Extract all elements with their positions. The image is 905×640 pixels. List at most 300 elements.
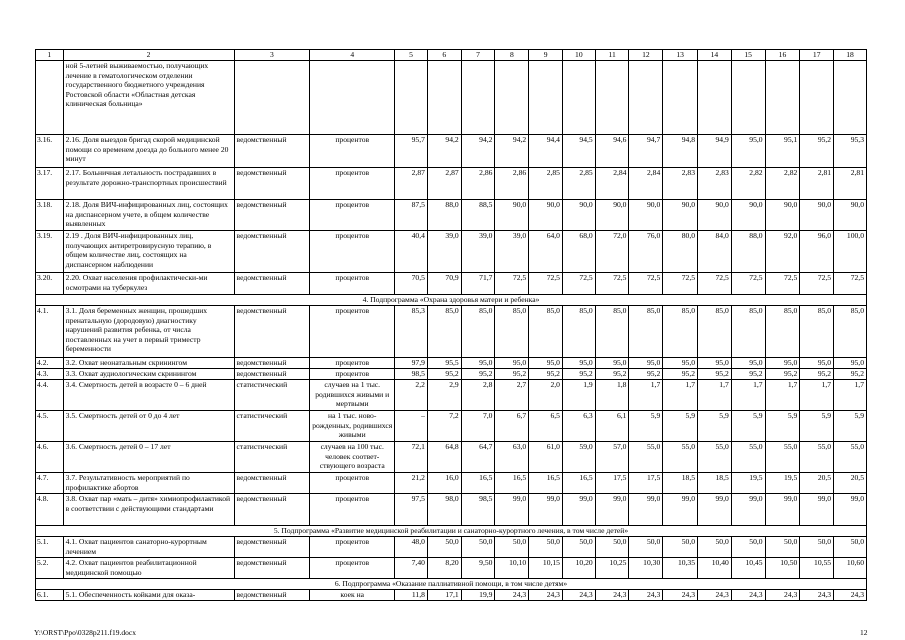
- value-cell: 85,0: [495, 306, 529, 358]
- column-number: 3: [234, 50, 310, 61]
- value-cell: 95,0: [731, 135, 765, 168]
- indicator-type: статистический: [234, 380, 310, 411]
- column-number: 17: [800, 50, 834, 61]
- indicator-name: 3.6. Смертность детей 0 – 17 лет: [63, 442, 234, 473]
- value-cell: 85,0: [461, 306, 495, 358]
- value-cell: 85,0: [427, 306, 461, 358]
- unit: случаев на 1 тыс. родившихся живыми и мертвыми: [310, 380, 395, 411]
- indicator-type: [234, 61, 310, 135]
- value-cell: 16,5: [495, 473, 529, 494]
- value-cell: 2,83: [663, 168, 698, 200]
- value-cell: 95,0: [495, 358, 529, 369]
- indicator-name: 3.1. Доля беременных женщин, прошедших пренатальную (дородовую) диагностику нарушений развития ребенка, от числа поставленных на учет в первый триместр беременности: [63, 306, 234, 358]
- value-cell: 10,55: [800, 558, 834, 579]
- column-number: 14: [698, 50, 732, 61]
- column-number: 4: [310, 50, 395, 61]
- row-number: 3.19.: [36, 231, 64, 273]
- unit: процентов: [310, 200, 395, 231]
- value-cell: 59,0: [562, 442, 595, 473]
- value-cell: 94,9: [698, 135, 732, 168]
- row-number: 4.7.: [36, 473, 64, 494]
- indicator-name: 2.20. Охват населения профилактически-ми осмотрами на туберкулез: [63, 273, 234, 295]
- value-cell: 85,3: [395, 306, 428, 358]
- value-cell: 55,0: [834, 442, 867, 473]
- row-number: [36, 61, 64, 135]
- value-cell: 95,0: [834, 358, 867, 369]
- column-number: 1: [36, 50, 64, 61]
- value-cell: 2,87: [427, 168, 461, 200]
- value-cell: 10,25: [595, 558, 629, 579]
- value-cell: 2,82: [765, 168, 800, 200]
- unit: [310, 61, 395, 135]
- value-cell: [698, 61, 732, 135]
- indicator-type: ведомственный: [234, 369, 310, 380]
- value-cell: 19,9: [461, 590, 495, 601]
- value-cell: 90,0: [562, 200, 595, 231]
- indicator-name: 3.5. Смертность детей от 0 до 4 лет: [63, 411, 234, 442]
- row-number: 4.6.: [36, 442, 64, 473]
- value-cell: 6,7: [495, 411, 529, 442]
- indicator-row: [36, 369, 867, 380]
- row-number: 3.17.: [36, 168, 64, 200]
- value-cell: 95,2: [834, 369, 867, 380]
- value-cell: 17,5: [595, 473, 629, 494]
- indicator-row: [36, 537, 867, 558]
- indicator-row: [36, 473, 867, 494]
- value-cell: 24,3: [731, 590, 765, 601]
- value-cell: 97,9: [395, 358, 428, 369]
- value-cell: 40,4: [395, 231, 428, 273]
- column-number: 8: [495, 50, 529, 61]
- value-cell: [765, 61, 800, 135]
- value-cell: 90,0: [495, 200, 529, 231]
- value-cell: 2,7: [495, 380, 529, 411]
- value-cell: 63,0: [495, 442, 529, 473]
- value-cell: 95,7: [395, 135, 428, 168]
- value-cell: 99,0: [529, 494, 563, 526]
- value-cell: 39,0: [495, 231, 529, 273]
- value-cell: 72,5: [800, 273, 834, 295]
- value-cell: 72,5: [595, 273, 629, 295]
- value-cell: 2,81: [834, 168, 867, 200]
- indicator-row: [36, 590, 867, 601]
- column-number: 13: [663, 50, 698, 61]
- value-cell: [800, 61, 834, 135]
- value-cell: 16,5: [529, 473, 563, 494]
- value-cell: 50,0: [427, 537, 461, 558]
- value-cell: 72,1: [395, 442, 428, 473]
- indicator-name: 2.18. Доля ВИЧ-инфицированных лиц, состоящих на диспансерном учете, в общем количестве выявленных: [63, 200, 234, 231]
- value-cell: 85,0: [834, 306, 867, 358]
- value-cell: 61,0: [529, 442, 563, 473]
- value-cell: 96,0: [800, 231, 834, 273]
- value-cell: 95,0: [765, 358, 800, 369]
- indicator-type: ведомственный: [234, 358, 310, 369]
- value-cell: 6,5: [529, 411, 563, 442]
- value-cell: 55,0: [731, 442, 765, 473]
- value-cell: 18,5: [698, 473, 732, 494]
- value-cell: 5,9: [629, 411, 663, 442]
- value-cell: 10,40: [698, 558, 732, 579]
- value-cell: 100,0: [834, 231, 867, 273]
- value-cell: 1,9: [562, 380, 595, 411]
- row-number: 3.16.: [36, 135, 64, 168]
- value-cell: 50,0: [529, 537, 563, 558]
- unit: процентов: [310, 168, 395, 200]
- indicator-row: [36, 358, 867, 369]
- unit: процентов: [310, 494, 395, 526]
- indicator-name: 4.2. Охват пациентов реабилитационной медицинской помощью: [63, 558, 234, 579]
- value-cell: 85,0: [562, 306, 595, 358]
- row-number: 5.1.: [36, 537, 64, 558]
- column-number: 12: [629, 50, 663, 61]
- indicator-row: [36, 61, 867, 135]
- value-cell: 64,0: [529, 231, 563, 273]
- value-cell: 71,7: [461, 273, 495, 295]
- value-cell: 95,2: [461, 369, 495, 380]
- value-cell: 5,9: [765, 411, 800, 442]
- value-cell: 95,2: [595, 369, 629, 380]
- value-cell: 24,3: [765, 590, 800, 601]
- value-cell: 50,0: [800, 537, 834, 558]
- unit: процентов: [310, 473, 395, 494]
- value-cell: 10,60: [834, 558, 867, 579]
- value-cell: 18,5: [663, 473, 698, 494]
- column-number-row: [36, 50, 867, 61]
- value-cell: 24,3: [663, 590, 698, 601]
- unit: процентов: [310, 231, 395, 273]
- value-cell: 99,0: [595, 494, 629, 526]
- value-cell: 85,0: [529, 306, 563, 358]
- value-cell: 95,2: [495, 369, 529, 380]
- subprogram-row: [36, 295, 867, 306]
- value-cell: [629, 61, 663, 135]
- value-cell: 72,5: [562, 273, 595, 295]
- value-cell: 55,0: [765, 442, 800, 473]
- value-cell: 99,0: [731, 494, 765, 526]
- value-cell: 2,84: [629, 168, 663, 200]
- value-cell: 95,2: [800, 135, 834, 168]
- value-cell: 95,3: [834, 135, 867, 168]
- value-cell: 19,5: [765, 473, 800, 494]
- value-cell: 98,5: [461, 494, 495, 526]
- value-cell: 94,2: [495, 135, 529, 168]
- value-cell: 84,0: [698, 231, 732, 273]
- value-cell: 48,0: [395, 537, 428, 558]
- value-cell: 2,9: [427, 380, 461, 411]
- value-cell: 50,0: [834, 537, 867, 558]
- value-cell: 7,2: [427, 411, 461, 442]
- value-cell: 2,82: [731, 168, 765, 200]
- value-cell: 2,8: [461, 380, 495, 411]
- row-number: 4.2.: [36, 358, 64, 369]
- value-cell: 50,0: [663, 537, 698, 558]
- value-cell: 90,0: [663, 200, 698, 231]
- value-cell: 10,10: [495, 558, 529, 579]
- value-cell: 24,3: [629, 590, 663, 601]
- value-cell: 20,5: [800, 473, 834, 494]
- value-cell: 99,0: [765, 494, 800, 526]
- value-cell: 99,0: [834, 494, 867, 526]
- indicator-name: 2.17. Больничная летальность пострадавших в результате дорожно-транспортных происшествий: [63, 168, 234, 200]
- value-cell: 10,30: [629, 558, 663, 579]
- value-cell: 1,7: [731, 380, 765, 411]
- row-number: 3.20.: [36, 273, 64, 295]
- value-cell: [731, 61, 765, 135]
- value-cell: 50,0: [698, 537, 732, 558]
- value-cell: 50,0: [495, 537, 529, 558]
- value-cell: 24,3: [834, 590, 867, 601]
- row-number: 4.4.: [36, 380, 64, 411]
- indicator-name: 3.4. Смертность детей в возрасте 0 – 6 дней: [63, 380, 234, 411]
- indicator-name: 3.3. Охват аудиологическим скринингом: [63, 369, 234, 380]
- value-cell: –: [395, 411, 428, 442]
- column-number: 15: [731, 50, 765, 61]
- value-cell: 39,0: [461, 231, 495, 273]
- value-cell: 50,0: [765, 537, 800, 558]
- column-number: 6: [427, 50, 461, 61]
- indicator-row: [36, 411, 867, 442]
- value-cell: 90,0: [800, 200, 834, 231]
- value-cell: 99,0: [663, 494, 698, 526]
- value-cell: 2,83: [698, 168, 732, 200]
- value-cell: 72,5: [495, 273, 529, 295]
- value-cell: 90,0: [731, 200, 765, 231]
- value-cell: 19,5: [731, 473, 765, 494]
- value-cell: 95,2: [698, 369, 732, 380]
- indicator-row: [36, 200, 867, 231]
- value-cell: 2,85: [529, 168, 563, 200]
- value-cell: [395, 61, 428, 135]
- value-cell: 6,1: [595, 411, 629, 442]
- value-cell: 72,5: [629, 273, 663, 295]
- column-number: 18: [834, 50, 867, 61]
- value-cell: 17,5: [629, 473, 663, 494]
- column-number: 2: [63, 50, 234, 61]
- value-cell: 5,9: [834, 411, 867, 442]
- indicator-name: 3.2. Охват неонатальным скринингом: [63, 358, 234, 369]
- value-cell: 2,86: [461, 168, 495, 200]
- value-cell: 90,0: [629, 200, 663, 231]
- unit: процентов: [310, 369, 395, 380]
- unit: процентов: [310, 135, 395, 168]
- value-cell: 97,5: [395, 494, 428, 526]
- indicator-type: ведомственный: [234, 306, 310, 358]
- indicator-row: [36, 380, 867, 411]
- subprogram-title: 6. Подпрограмма «Оказание паллиативной помощи, в том числе детям»: [36, 579, 867, 590]
- value-cell: 85,0: [765, 306, 800, 358]
- value-cell: 10,45: [731, 558, 765, 579]
- subprogram-row: [36, 579, 867, 590]
- value-cell: 64,8: [427, 442, 461, 473]
- footer-file-path: Y:\ORST\Ppo\0328p211.f19.docx: [34, 628, 136, 637]
- column-number: 16: [765, 50, 800, 61]
- row-number: 4.1.: [36, 306, 64, 358]
- indicators-table: [35, 49, 867, 601]
- value-cell: 85,0: [595, 306, 629, 358]
- value-cell: 88,0: [427, 200, 461, 231]
- value-cell: 21,2: [395, 473, 428, 494]
- column-number: 5: [395, 50, 428, 61]
- value-cell: 85,0: [629, 306, 663, 358]
- value-cell: 68,0: [562, 231, 595, 273]
- column-number: 10: [562, 50, 595, 61]
- value-cell: 5,9: [800, 411, 834, 442]
- unit: на 1 тыс. ново-рожденных, родившихся живыми: [310, 411, 395, 442]
- indicator-row: [36, 494, 867, 526]
- value-cell: [595, 61, 629, 135]
- value-cell: 24,3: [595, 590, 629, 601]
- value-cell: 72,5: [834, 273, 867, 295]
- value-cell: 95,2: [663, 369, 698, 380]
- value-cell: 99,0: [698, 494, 732, 526]
- value-cell: 50,0: [629, 537, 663, 558]
- indicator-name: 2.16. Доля выездов бригад скорой медицинской помощи со временем доезда до больного менее 20 минут: [63, 135, 234, 168]
- value-cell: 95,2: [427, 369, 461, 380]
- value-cell: 1,7: [800, 380, 834, 411]
- value-cell: 55,0: [629, 442, 663, 473]
- row-number: 6.1.: [36, 590, 64, 601]
- value-cell: 99,0: [629, 494, 663, 526]
- unit: процентов: [310, 306, 395, 358]
- indicator-type: ведомственный: [234, 494, 310, 526]
- indicator-row: [36, 135, 867, 168]
- value-cell: 76,0: [629, 231, 663, 273]
- value-cell: 95,2: [562, 369, 595, 380]
- value-cell: 24,3: [562, 590, 595, 601]
- value-cell: 70,9: [427, 273, 461, 295]
- indicator-name: 5.1. Обеспеченность койками для оказа-: [63, 590, 234, 601]
- value-cell: 11,8: [395, 590, 428, 601]
- value-cell: 2,0: [529, 380, 563, 411]
- value-cell: 55,0: [663, 442, 698, 473]
- value-cell: 17,1: [427, 590, 461, 601]
- value-cell: 95,0: [698, 358, 732, 369]
- indicator-row: [36, 273, 867, 295]
- value-cell: 72,5: [698, 273, 732, 295]
- value-cell: [562, 61, 595, 135]
- indicator-type: ведомственный: [234, 590, 310, 601]
- column-number: 11: [595, 50, 629, 61]
- value-cell: 1,7: [698, 380, 732, 411]
- indicator-row: [36, 558, 867, 579]
- value-cell: 50,0: [595, 537, 629, 558]
- indicator-name: 4.1. Охват пациентов санаторно-курортным лечением: [63, 537, 234, 558]
- value-cell: 70,5: [395, 273, 428, 295]
- value-cell: [529, 61, 563, 135]
- indicator-type: ведомственный: [234, 473, 310, 494]
- value-cell: 95,2: [765, 369, 800, 380]
- value-cell: 16,0: [427, 473, 461, 494]
- row-number: 4.3.: [36, 369, 64, 380]
- value-cell: 1,8: [595, 380, 629, 411]
- indicator-type: ведомственный: [234, 537, 310, 558]
- value-cell: 90,0: [595, 200, 629, 231]
- value-cell: 94,4: [529, 135, 563, 168]
- indicator-type: ведомственный: [234, 231, 310, 273]
- value-cell: 2,81: [800, 168, 834, 200]
- value-cell: 72,0: [595, 231, 629, 273]
- value-cell: 87,5: [395, 200, 428, 231]
- value-cell: 10,35: [663, 558, 698, 579]
- indicator-name: 3.8. Охват пар «мать – дитя» химиопрофилактикой в соответствии с действующими стандартами: [63, 494, 234, 526]
- value-cell: 1,7: [629, 380, 663, 411]
- value-cell: 99,0: [495, 494, 529, 526]
- value-cell: 95,2: [529, 369, 563, 380]
- value-cell: 94,2: [461, 135, 495, 168]
- value-cell: 95,0: [529, 358, 563, 369]
- value-cell: 95,2: [800, 369, 834, 380]
- value-cell: 2,87: [395, 168, 428, 200]
- value-cell: 50,0: [461, 537, 495, 558]
- value-cell: 99,0: [800, 494, 834, 526]
- indicator-type: ведомственный: [234, 200, 310, 231]
- indicator-type: ведомственный: [234, 135, 310, 168]
- value-cell: 92,0: [765, 231, 800, 273]
- value-cell: 90,0: [765, 200, 800, 231]
- value-cell: 39,0: [427, 231, 461, 273]
- value-cell: 90,0: [698, 200, 732, 231]
- indicator-row: [36, 231, 867, 273]
- value-cell: 50,0: [731, 537, 765, 558]
- value-cell: 94,2: [427, 135, 461, 168]
- value-cell: [461, 61, 495, 135]
- value-cell: 20,5: [834, 473, 867, 494]
- value-cell: 95,0: [461, 358, 495, 369]
- value-cell: 95,1: [765, 135, 800, 168]
- value-cell: 2,84: [595, 168, 629, 200]
- value-cell: 95,5: [427, 358, 461, 369]
- value-cell: 95,0: [562, 358, 595, 369]
- row-number: 3.18.: [36, 200, 64, 231]
- value-cell: 95,0: [595, 358, 629, 369]
- value-cell: 85,0: [698, 306, 732, 358]
- unit: процентов: [310, 537, 395, 558]
- value-cell: 16,5: [461, 473, 495, 494]
- value-cell: 24,3: [800, 590, 834, 601]
- value-cell: 50,0: [562, 537, 595, 558]
- value-cell: 85,0: [663, 306, 698, 358]
- value-cell: 85,0: [800, 306, 834, 358]
- unit: процентов: [310, 273, 395, 295]
- unit: коек на: [310, 590, 395, 601]
- column-number: 9: [529, 50, 563, 61]
- value-cell: 2,2: [395, 380, 428, 411]
- row-number: 4.5.: [36, 411, 64, 442]
- value-cell: 1,7: [765, 380, 800, 411]
- value-cell: 94,5: [562, 135, 595, 168]
- value-cell: 8,20: [427, 558, 461, 579]
- subprogram-row: [36, 526, 867, 537]
- subprogram-title: 5. Подпрограмма «Развитие медицинской реабилитации и санаторно-курортного лечения, в том числе детей»: [36, 526, 867, 537]
- subprogram-title: 4. Подпрограмма «Охрана здоровья матери и ребенка»: [36, 295, 867, 306]
- value-cell: 55,0: [698, 442, 732, 473]
- indicator-name: 2.19 . Доля ВИЧ-инфицированных лиц, получающих антиретровирусную терапию, в общем количестве лиц, состоящих на диспансерном наблюдении: [63, 231, 234, 273]
- value-cell: 98,5: [395, 369, 428, 380]
- value-cell: 90,0: [529, 200, 563, 231]
- value-cell: 2,85: [562, 168, 595, 200]
- indicator-type: статистический: [234, 442, 310, 473]
- value-cell: 57,0: [595, 442, 629, 473]
- value-cell: 72,5: [663, 273, 698, 295]
- value-cell: 98,0: [427, 494, 461, 526]
- value-cell: 88,5: [461, 200, 495, 231]
- value-cell: 1,7: [663, 380, 698, 411]
- value-cell: 95,0: [629, 358, 663, 369]
- value-cell: 24,3: [698, 590, 732, 601]
- value-cell: 9,50: [461, 558, 495, 579]
- value-cell: [834, 61, 867, 135]
